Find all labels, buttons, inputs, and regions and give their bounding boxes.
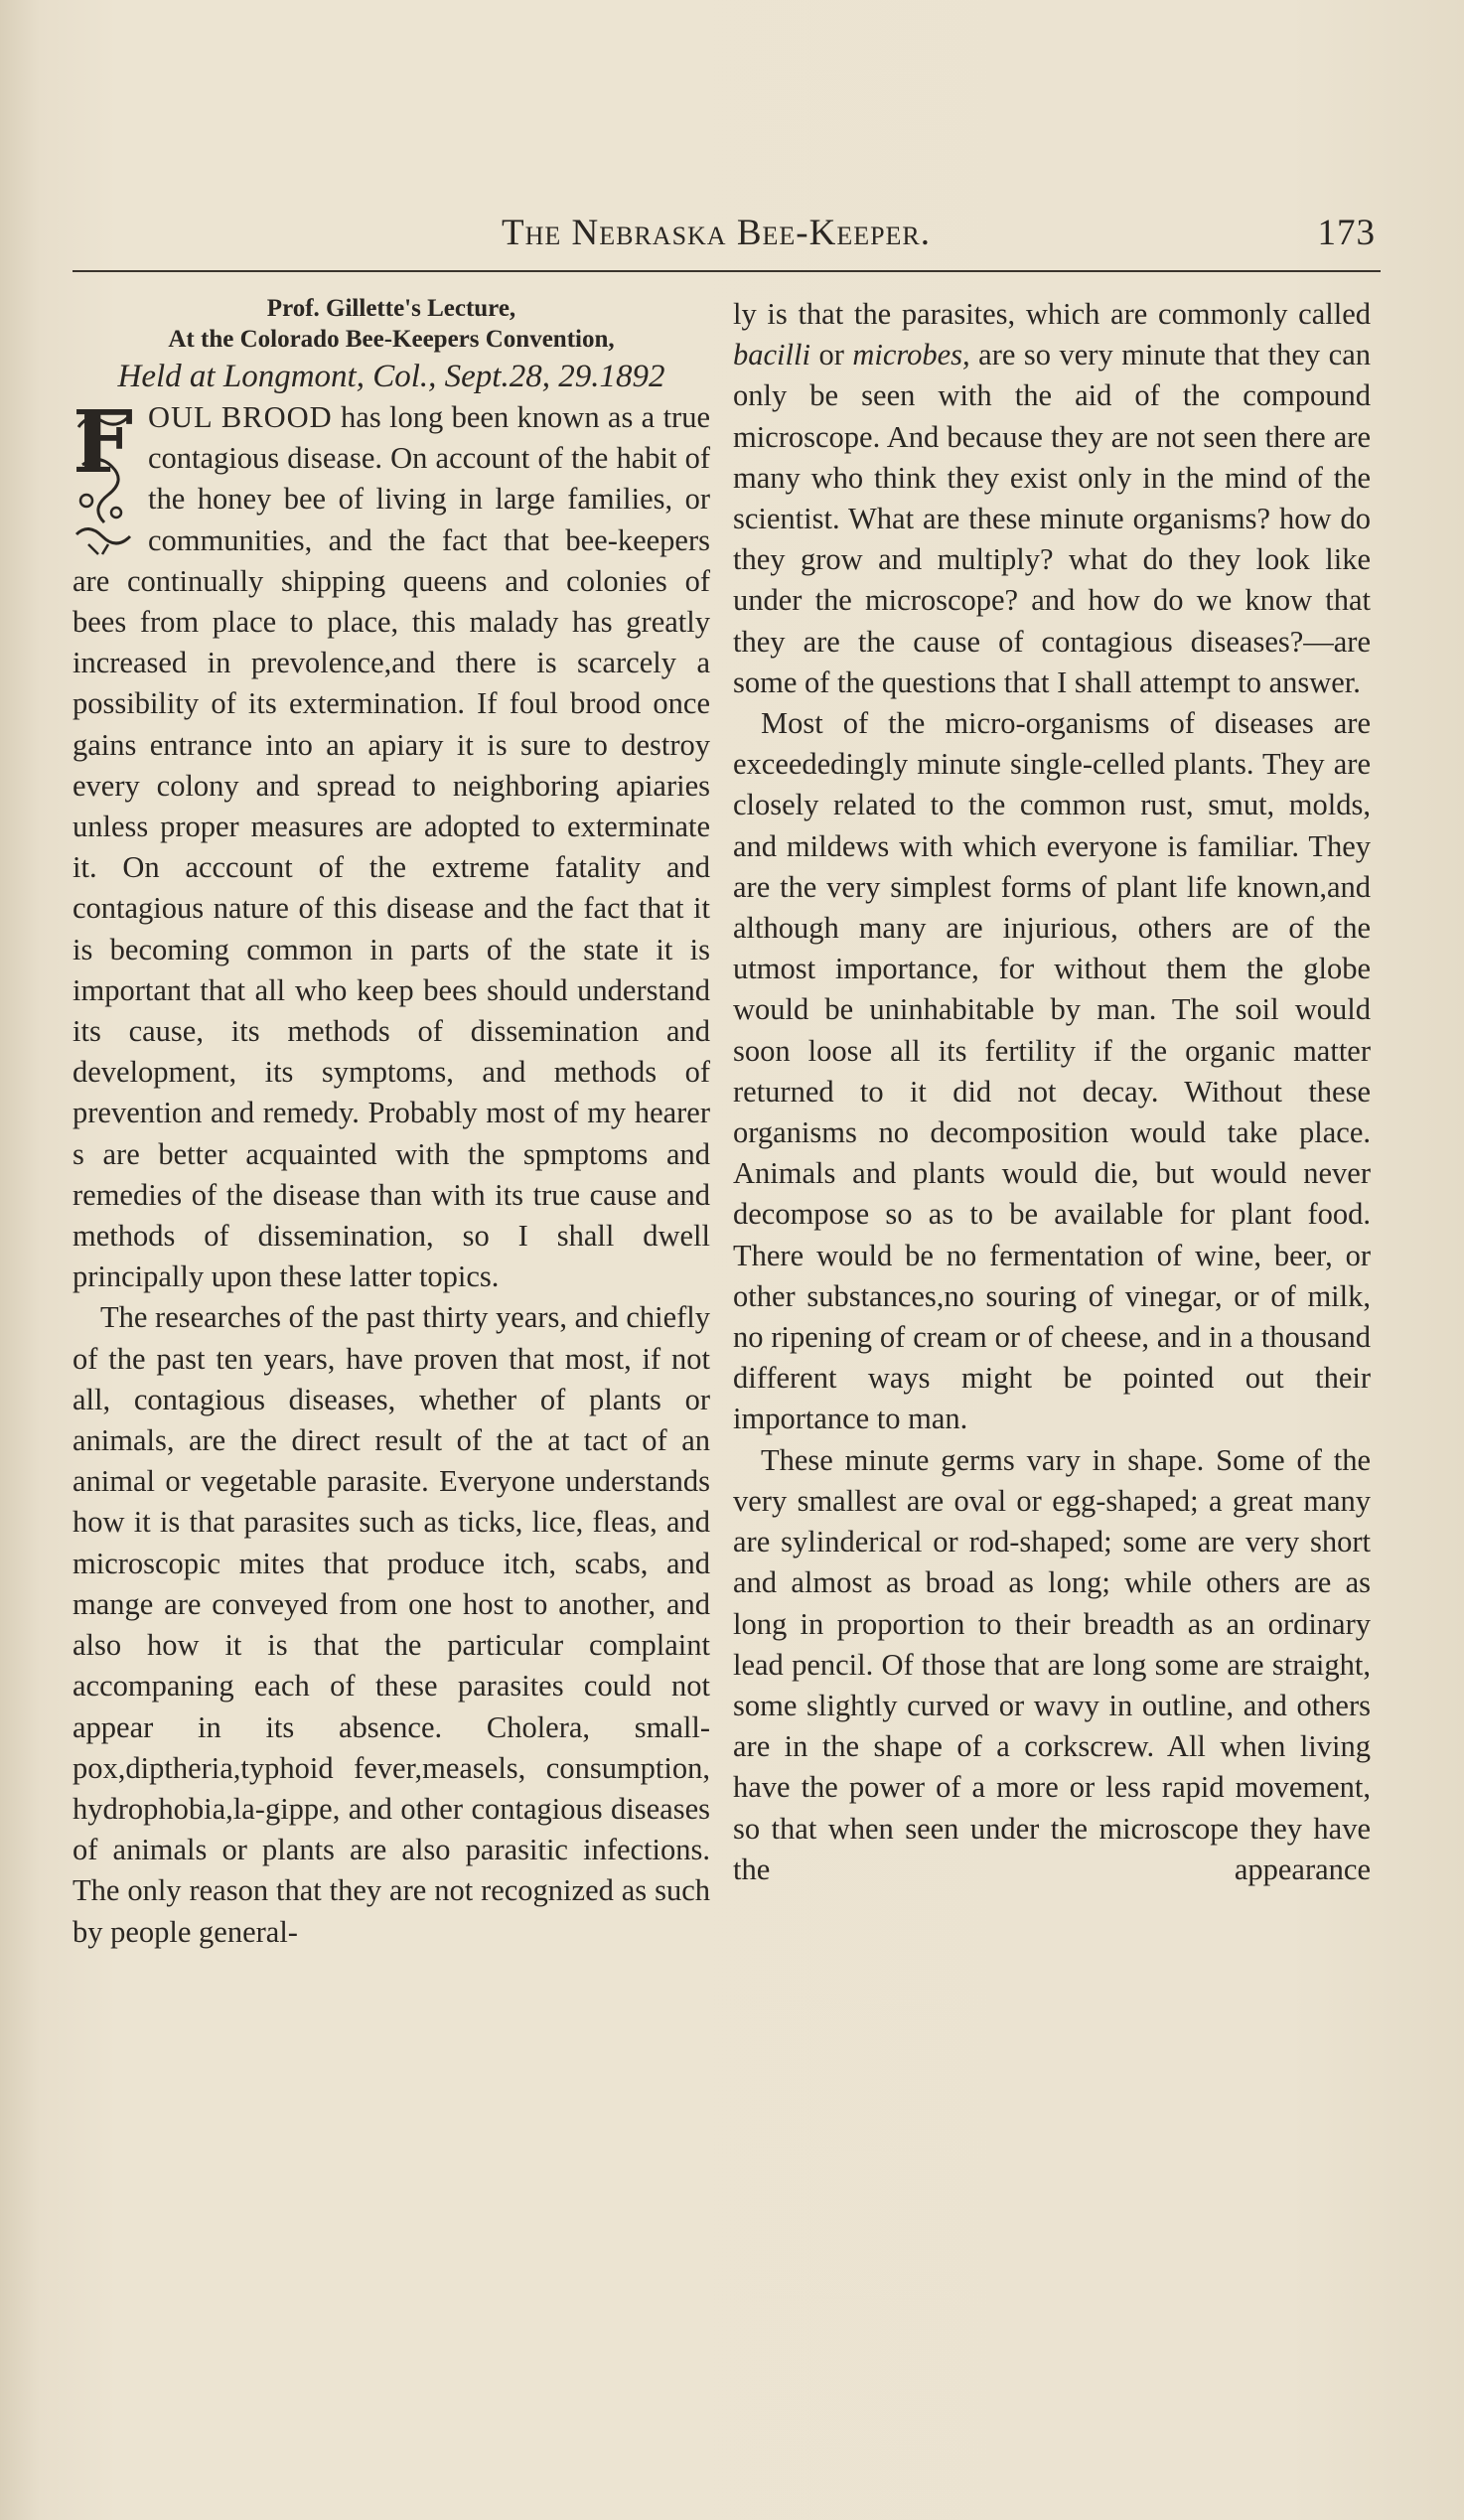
paragraph-1-text: has long been known as a true contagious disease. On account of the habit of the honey bee of living in large families, or communities, and the fact that bee-keepers are continually shipping queens and colonies of bees from place to place, this malady has greatly increased in prevolence,and there is scarcely a possibility of its extermination. If foul brood once gains entrance into an apiary it is sure to destroy every colony and spread to neighboring apiaries unless proper measures are adopted to exterminate it. On acccount of the extreme fatality and contagious nature of this disease and the fact that it is becoming common in parts of the state it is important that all who keep bees should understand its cause, its methods of dissemination and development, its symptoms, and methods of prevention and remedy. Probably most of my hearer s are better acquainted with the spmptoms and remedies of the disease than with its true cause and methods of dissemination, so I shall dwell principally upon these latter topics.	[73, 400, 710, 1294]
paragraph-3-text-b: are so very minute that they can only be seen with the aid of the compound microscope. And because they are not seen there are many who think they exist only in the mind of the scientist. What are these minute organisms? how do they grow and multiply? what do they look like under the microscope? and how do we know that they are the cause of contagious diseases?—are some of the questions that I shall attempt to answer.	[733, 338, 1371, 699]
page-number: 173	[1317, 213, 1376, 253]
paragraph-4	[733, 703, 1371, 1440]
paragraph-2	[73, 1297, 710, 1952]
lead-words: OUL BROOD	[148, 400, 333, 434]
paragraph-3-text-a: ly is that the parasites, which are commonly called	[733, 297, 1371, 331]
paragraph-3	[733, 294, 1371, 703]
paragraph-4-text: Most of the micro-organisms of diseases are exceededingly minute single-celled plants. They are closely related to the common rust, smut, molds, and mildews with which everyone is familiar. They are the very simplest forms of plant life known,and although many are injurious, others are of the utmost importance, for without them the globe would be uninhabitable by man. The soil would soon loose all its fertility if the organic matter returned to it did not decay. Without these organisms no decomposition would take place. Animals and plants would die, but would never decompose so as to be available for plant food. There would be no fermentation of wine, beer, or other substances,no souring of vinegar, or of milk, no ripening of cream or of cheese, and in a thousand different ways might be pointed out their importance to man.	[733, 706, 1371, 1436]
running-head	[502, 212, 1376, 261]
term-microbes: microbes,	[852, 338, 970, 372]
term-bacilli: bacilli	[733, 338, 810, 372]
left-column	[73, 294, 710, 1953]
dropcap-ornament	[69, 392, 138, 556]
heading-place-date: Held at Longmont, Col., Sept.28, 29.1892	[117, 359, 665, 394]
header-rule	[73, 270, 1381, 272]
heading-convention: At the Colorado Bee-Keepers Convention,	[168, 326, 615, 353]
heading-lecture: Prof. Gillette's Lecture,	[266, 295, 516, 322]
journal-title: The Nebraska Bee-Keeper.	[502, 213, 932, 253]
right-column	[733, 294, 1371, 1890]
paragraph-5-text: These minute germs vary in shape. Some of the very smallest are oval or egg-shaped; a great many are sylinderical or rod-shaped; some are very short and almost as broad as long; while others are as long in proportion to their breadth as an ordinary lead pencil. Of those that are long some are straight, some slightly curved or wavy in outline, and others are in the shape of a corkscrew. All when living have the power of a more or less rapid movement, so that when seen under the microscope they have the appearance	[733, 1442, 1371, 1886]
paragraph-1	[73, 392, 710, 1297]
paragraph-5	[733, 1440, 1371, 1890]
paragraph-3-or: or	[818, 338, 844, 372]
paragraph-2-text: The researches of the past thirty years, and chiefly of the past ten years, have proven that most, if not all, contagious diseases, whether of plants or animals, are the direct result of the at tact of an animal or vegetable parasite. Everyone understands how it is that parasites such as ticks, lice, fleas, and microscopic mites that produce itch, scabs, and mange are conveyed from one host to another, and also how it is that the particular complaint accompaning each of these parasites could not appear in its absence. Cholera, small-pox,diptheria,typhoid fever,measels, consumption, hydrophobia,la-gippe, and other contagious diseases of animals or plants are also parasitic infections. The only reason that they are not recognized as such by people general-	[73, 1300, 710, 1949]
article-heading	[73, 294, 710, 397]
dropcap-letter: F	[73, 392, 134, 493]
